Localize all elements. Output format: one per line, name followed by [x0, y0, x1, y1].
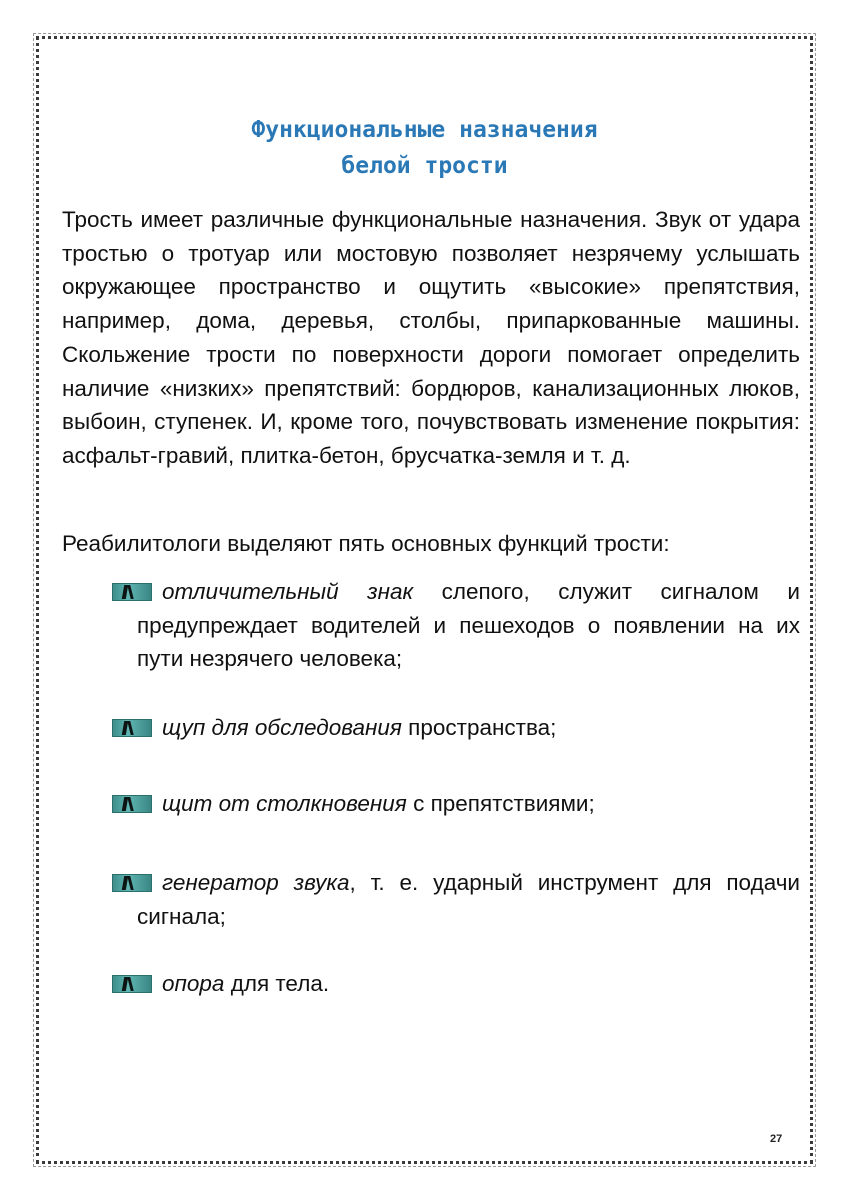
page-title-line-2: белой трости [341, 153, 508, 179]
page-title [0, 112, 849, 184]
function-description: для тела. [224, 971, 330, 996]
function-term: щит от столкновения [162, 791, 407, 816]
function-description: , т. е. ударный инструмент для подачи сигнала; [137, 870, 801, 929]
intro-paragraph: Трость имеет различные функциональные назначения. Звук от удара тростью о тротуар или мостовую позволяет незрячему услышать окружающее пространство и ощутить «высокие» препятствия, например, дома, деревья, столбы, припаркованные машины. Скольжение трости по поверхности дороги помогает определить наличие «низких» препятствий: бордюров, канализационных люков, выбоин, ступенек. И, кроме того, почувствовать изменение покрытия: асфальт-гравий, плитка-бетон, брусчатка-земля и т. д. [62, 207, 800, 468]
page-title-line-1: Функциональные назначения [251, 117, 598, 143]
lead-sentence: Реабилитологи выделяют пять основных функций трости: [62, 531, 670, 556]
function-item [137, 787, 800, 821]
function-term: щуп для обследования [162, 715, 402, 740]
function-item [137, 575, 800, 676]
function-item [137, 711, 800, 745]
function-term: генератор звука [162, 870, 350, 895]
function-description: слепого, служит сигналом и предупреждает водителей и пешеходов о появлении на их пути незрячего человека; [137, 579, 800, 672]
page-number: 27 [770, 1133, 783, 1145]
function-description: с препятствиями; [406, 791, 595, 816]
cane-bullet-icon [112, 874, 152, 892]
cane-bullet-icon [112, 975, 152, 993]
function-item [137, 967, 800, 1001]
function-item [137, 866, 800, 933]
function-description: пространства; [401, 715, 557, 740]
function-term: отличительный знак [162, 579, 414, 604]
cane-bullet-icon [112, 795, 152, 813]
cane-bullet-icon [112, 583, 152, 601]
function-term: опора [162, 971, 225, 996]
cane-bullet-icon [112, 719, 152, 737]
